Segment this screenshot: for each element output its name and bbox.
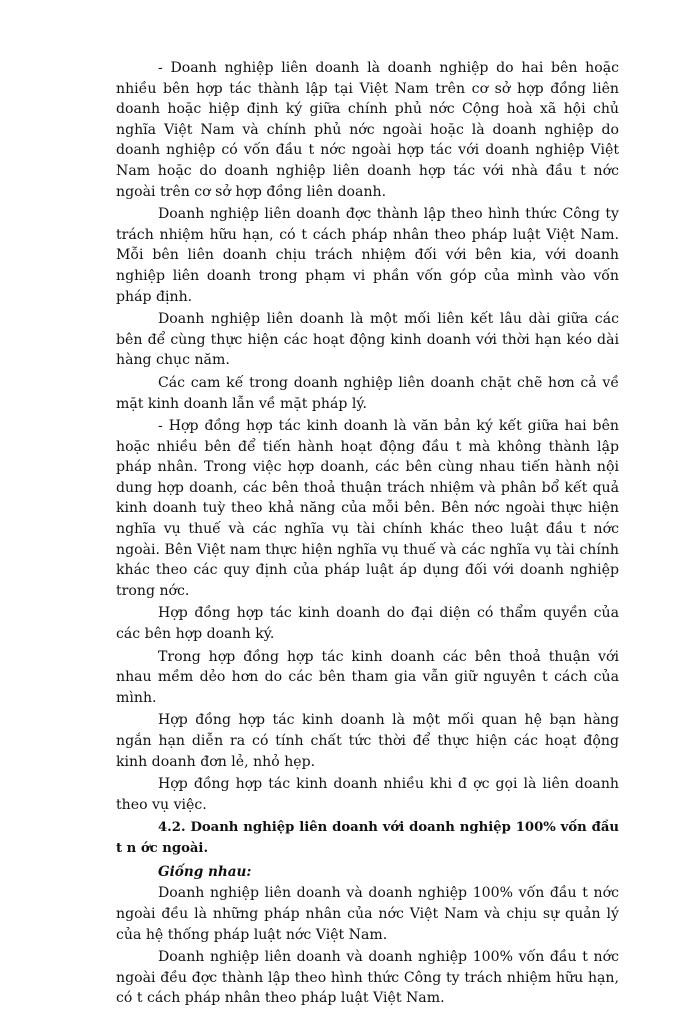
subheading-similarities: Giống nhau: [158,864,252,881]
paragraph-business-cooperation-contract: - Hợp đồng hợp tác kinh doanh là văn bản ký kết giữa hai bên hoặc nhiều bên để tiến hành hoạt động đầu t mà không thành lập pháp nhân. Trong việc hợp doanh, các bên cùng nhau tiến hành nội dung hợp doanh, các bên thoả thuận trách nhiệm và phân bổ kết quả kinh doanh tuỳ theo khả năng của mỗi bên. Bên nớc ngoài thực hiện nghĩa vụ thuế và các nghĩa vụ tài chính khác theo luật đầu t nớc ngoài. Bên Việt nam thực hiện nghĩa vụ thuế và các nghĩa vụ tài chính khác theo các quy định của pháp luật áp dụng đối với doanh nghiệp trong nớc. [116,418,619,599]
paragraph-joint-venture-long-term: Doanh nghiệp liên doanh là một mối liên kết lâu dài giữa các bên để cùng thực hiện các hoạt động kinh doanh với thời hạn kéo dài hàng chục năm. [116,311,619,369]
paragraph-contract-alias: Hợp đồng hợp tác kinh doanh nhiều khi đ ợc gọi là liên doanh theo vụ việc. [116,776,619,813]
paragraph-joint-venture-commitments: Các cam kế trong doanh nghiệp liên doanh chặt chẽ hơn cả về mặt kinh doanh lẫn về mặt pháp lý. [116,374,619,412]
document-page [116,58,619,1009]
paragraph-contract-flexibility: Trong hợp đồng hợp tác kinh doanh các bên thoả thuận với nhau mềm dẻo hơn do các bên tham gia vẫn giữ nguyên t cách của mình. [116,648,619,706]
paragraph-contract-short-term: Hợp đồng hợp tác kinh doanh là một mối quan hệ bạn hàng ngắn hạn diễn ra có tính chất tức thời để thực hiện các hoạt động kinh doanh đơn lẻ, nhỏ hẹp. [116,712,619,770]
section-heading: 4.2. Doanh nghiệp liên doanh với doanh nghiệp 100% vốn đầu t n ớc ngoài. [116,820,619,857]
paragraph-joint-venture-form: Doanh nghiệp liên doanh đợc thành lập theo hình thức Công ty trách nhiệm hữu hạn, có t cách pháp nhân theo pháp luật Việt Nam. Mỗi bên liên doanh chịu trách nhiệm đối với bên kia, với doanh nghiệp liên doanh trong phạm vi phần vốn góp của mình vào vốn pháp định. [116,206,619,305]
paragraph-contract-signing: Hợp đồng hợp tác kinh doanh do đại diện có thẩm quyền của các bên hợp doanh ký. [116,605,619,643]
paragraph-similarity-legal-entity: Doanh nghiệp liên doanh và doanh nghiệp 100% vốn đầu t nớc ngoài đều là những pháp nhân của nớc Việt Nam và chịu sự quản lý của hệ thống pháp luật nớc Việt Nam. [116,885,619,943]
paragraph-similarity-company-form: Doanh nghiệp liên doanh và doanh nghiệp 100% vốn đầu t nớc ngoài đều đợc thành lập theo hình thức Công ty trách nhiệm hữu hạn, có t cách pháp nhân theo pháp luật Việt Nam. [116,949,619,1007]
paragraph-joint-venture-definition: - Doanh nghiệp liên doanh là doanh nghiệp do hai bên hoặc nhiều bên hợp tác thành lập tại Việt Nam trên cơ sở hợp đồng liên doanh hoặc hiệp định ký giữa chính phủ nớc Cộng hoà xã hội chủ nghĩa Việt Nam và chính phủ nớc ngoài hoặc là doanh nghiệp do doanh nghiệp có vốn đầu t nớc ngoài hợp tác với doanh nghiệp Việt Nam hoặc do doanh nghiệp liên doanh hợp tác với nhà đầu t nớc ngoài trên cơ sở hợp đồng liên doanh. [116,60,619,200]
